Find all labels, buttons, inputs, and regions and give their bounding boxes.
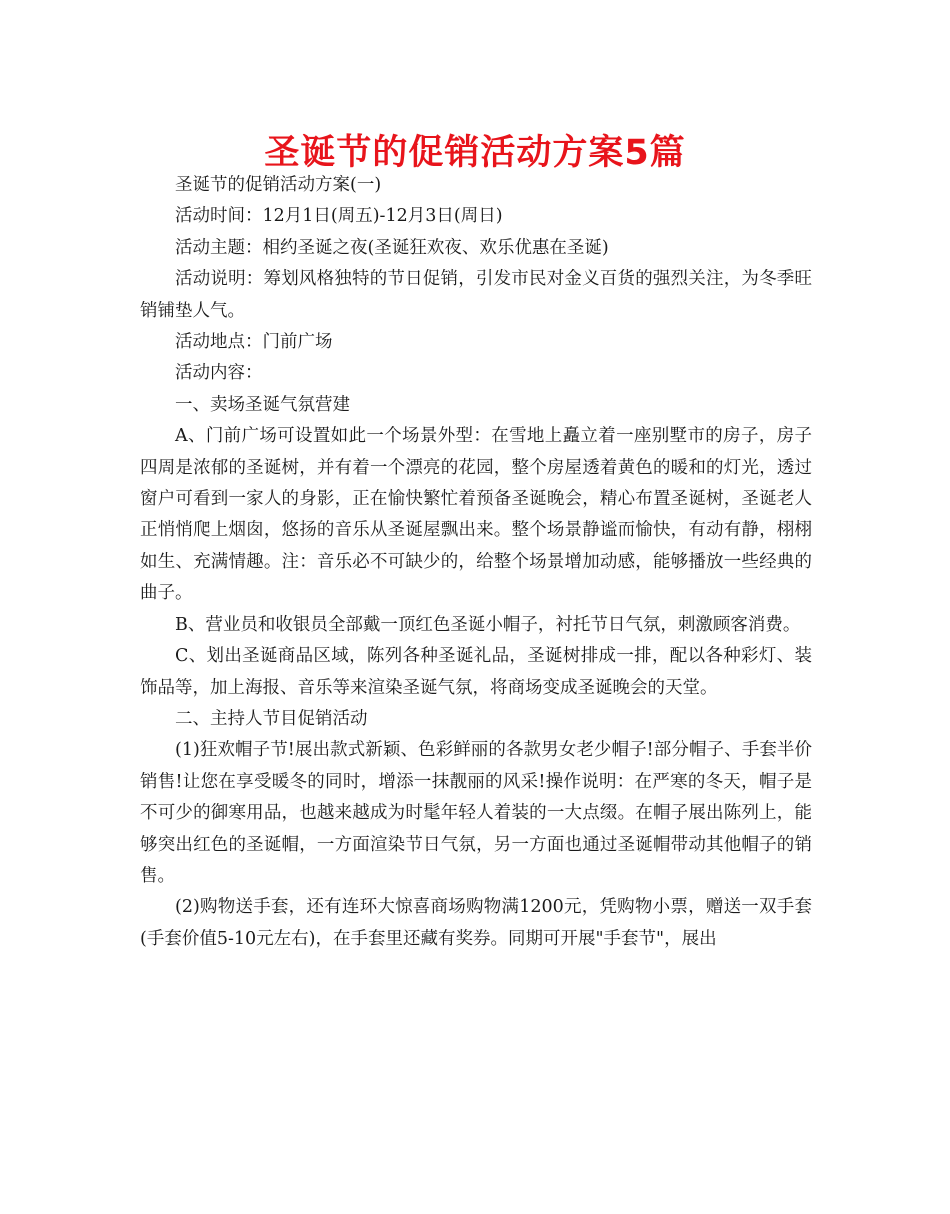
document-title: 圣诞节的促销活动方案5篇 (264, 133, 686, 173)
paragraph: C、划出圣诞商品区域，陈列各种圣诞礼品，圣诞树排成一排，配以各种彩灯、装饰品等，加上海报、音乐等来渲染圣诞气氛，将商场变成圣诞晚会的天堂。 (140, 646, 812, 698)
paragraph: 圣诞节的促销活动方案(一) (175, 175, 382, 195)
paragraph: B、营业员和收银员全部戴一顶红色圣诞小帽子，衬托节日气氛，刺激顾客消费。 (175, 614, 801, 635)
document-body (140, 170, 812, 955)
paragraph: 活动主题：相约圣诞之夜(圣诞狂欢夜、欢乐优惠在圣诞) (175, 237, 609, 258)
paragraph: 活动地点：门前广场 (175, 332, 333, 353)
paragraph: 活动内容： (175, 363, 263, 384)
paragraph: 活动说明：筹划风格独特的节日促销，引发市民对金义百货的强烈关注，为冬季旺销铺垫人气。 (140, 269, 812, 321)
paragraph: (1)狂欢帽子节!展出款式新颖、色彩鲜丽的各款男女老少帽子!部分帽子、手套半价销售!让您在享受暖冬的同时，增添一抹靓丽的风采!操作说明：在严寒的冬天，帽子是不可少的御寒用品，也越来越成为时髦年轻人着装的一大点缀。在帽子展出陈列上，能够突出红色的圣诞帽，一方面渲染节日气氛，另一方面也通过圣诞帽带动其他帽子的销售。 (140, 740, 812, 886)
paragraph: 活动时间：12月1日(周五)-12月3日(周日) (175, 206, 503, 227)
paragraph: A、门前广场可设置如此一个场景外型：在雪地上矗立着一座别墅市的房子，房子四周是浓郁的圣诞树，并有着一个漂亮的花园，整个房屋透着黄色的暖和的灯光，透过窗户可看到一家人的身影，正在愉快繁忙着预备圣诞晚会，精心布置圣诞树，圣诞老人正悄悄爬上烟囱，悠扬的音乐从圣诞屋飘出来。整个场景静谧而愉快，有动有静，栩栩如生、充满情趣。注：音乐必不可缺少的，给整个场景增加动感，能够播放一些经典的曲子。 (140, 426, 812, 604)
paragraph: (2)购物送手套，还有连环大惊喜商场购物满1200元，凭购物小票，赠送一双手套(手套价值5-10元左右)，在手套里还藏有奖券。同期可开展"手套节"，展出 (140, 897, 812, 949)
section-heading: 二、主持人节目促销活动 (175, 708, 368, 729)
section-heading: 一、卖场圣诞气氛营建 (175, 394, 350, 415)
